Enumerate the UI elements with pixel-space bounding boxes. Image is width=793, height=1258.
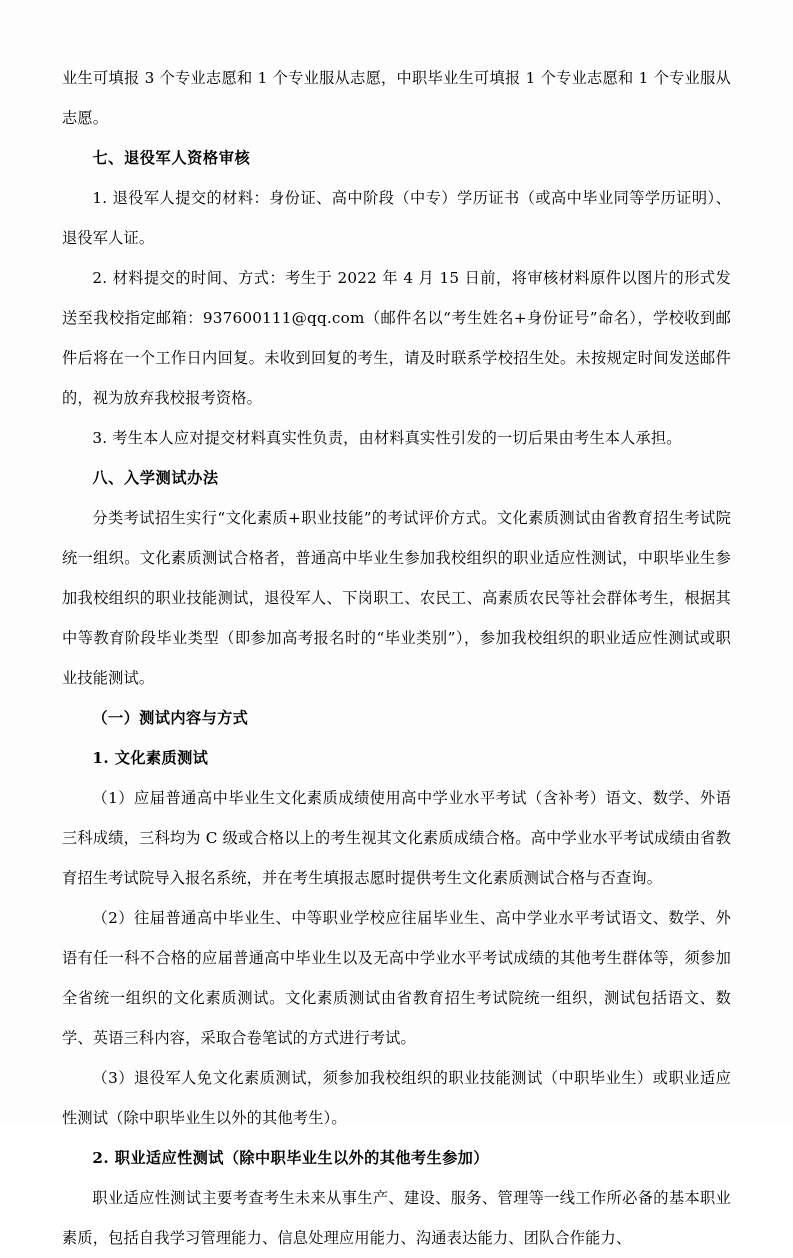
- paragraph-item-2-submission: 2. 材料提交的时间、方式：考生于 2022 年 4 月 15 日前，将审核材料原件以图片的形式发送至我校指定邮箱：937600111@qq.com（邮件名以“考生姓名+身份证号”命名），学校收到邮件后将在一个工作日内回复。未收到回复的考生，请及时联系学校招生处。未按规定时间发送邮件的，视为放弃我校报考资格。: [62, 269, 731, 407]
- paragraph-evaluation-method: 分类考试招生实行“文化素质+职业技能”的考试评价方式。文化素质测试由省教育招生考试院统一组织。文化素质测试合格者，普通高中毕业生参加我校组织的职业适应性测试，中职毕业生参加我校组织的职业技能测试，退役军人、下岗职工、农民工、高素质农民等社会群体考生，根据其中等教育阶段毕业类型（即参加高考报名时的“毕业类别”），参加我校组织的职业适应性测试或职业技能测试。: [62, 509, 731, 687]
- paragraph-volunteer-continuation: 业生可填报 3 个专业志愿和 1 个专业服从志愿，中职毕业生可填报 1 个专业志愿和 1 个专业服从志愿。: [62, 69, 731, 127]
- paragraph-item-3-responsibility: 3. 考生本人应对提交材料真实性负责，由材料真实性引发的一切后果由考生本人承担。: [92, 429, 682, 447]
- document-body: [62, 58, 731, 1258]
- heading-section-eight: 八、入学测试办法: [92, 469, 219, 487]
- paragraph-item-1-materials: 1. 退役军人提交的材料：身份证、高中阶段（中专）学历证书（或高中毕业同等学历证明）、退役军人证。: [62, 189, 731, 247]
- paragraph-cultural-2: （2）往届普通高中毕业生、中等职业学校应往届毕业生、高中学业水平考试语文、数学、外语有任一科不合格的应届普通高中毕业生以及无高中学业水平考试成绩的其他考生群体等，须参加全省统一组织的文化素质测试。文化素质测试由省教育招生考试院统一组织，测试包括语文、数学、英语三科内容，采取合卷笔试的方式进行考试。: [62, 909, 731, 1047]
- subheading-cultural-quality-test: 1. 文化素质测试: [92, 749, 209, 767]
- paragraph-cultural-3: （3）退役军人免文化素质测试，须参加我校组织的职业技能测试（中职毕业生）或职业适应性测试（除中职毕业生以外的其他考生）。: [62, 1069, 731, 1127]
- paragraph-vocational-aptitude-content: 职业适应性测试主要考查考生未来从事生产、建设、服务、管理等一线工作所必备的基本职业素质，包括自我学习管理能力、信息处理应用能力、沟通表达能力、团队合作能力、: [62, 1189, 731, 1247]
- heading-section-seven: 七、退役军人资格审核: [92, 149, 251, 167]
- paragraph-cultural-1: （1）应届普通高中毕业生文化素质成绩使用高中学业水平考试（含补考）语文、数学、外语三科成绩，三科均为 C 级或合格以上的考生视其文化素质成绩合格。高中学业水平考试成绩由省教育招生考试院导入报名系统，并在考生填报志愿时提供考生文化素质测试合格与否查询。: [62, 789, 731, 887]
- subheading-vocational-aptitude-test: 2. 职业适应性测试（除中职毕业生以外的其他考生参加）: [92, 1149, 489, 1167]
- subheading-test-content-and-method: （一）测试内容与方式: [92, 709, 249, 727]
